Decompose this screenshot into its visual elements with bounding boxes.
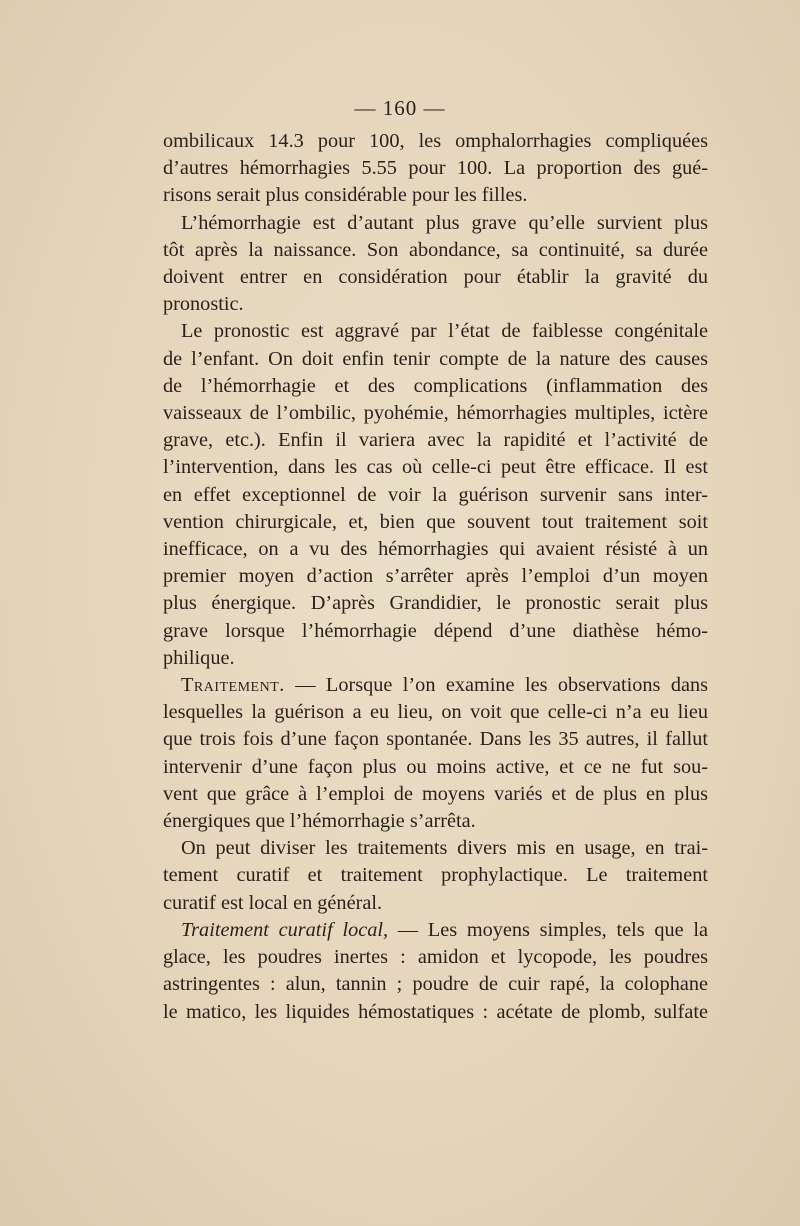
text-run: doivent entrer en considération pour établir la gravité du: [163, 266, 708, 289]
text-line: [163, 454, 708, 481]
text-run: en effet exceptionnel de voir la guérison survenir sans inter-: [163, 483, 708, 506]
subsection-heading: Traitement curatif local,: [181, 918, 389, 941]
text-line: [163, 726, 708, 753]
text-line: [163, 155, 708, 182]
text-line: [163, 346, 708, 373]
text-run: glace, les poudres inertes : amidon et lycopode, les poudres: [163, 946, 708, 969]
text-run: que trois fois d’une façon spontanée. Dans les 35 autres, il fallut: [163, 728, 708, 751]
text-line: [163, 182, 708, 209]
text-run: pronostic.: [163, 293, 244, 316]
text-run: le matico, les liquides hémostatiques : acétate de plomb, sulfate: [163, 1000, 708, 1023]
text-run: tôt après la naissance. Son abondance, sa continuité, sa durée: [163, 238, 708, 261]
text-run: l’intervention, dans les cas où celle-ci peut être efficace. Il est: [163, 456, 708, 479]
text-line: [163, 645, 708, 672]
text-line: [163, 971, 708, 998]
text-run: de l’hémorrhagie et des complications (inflammation des: [163, 374, 708, 397]
text-line: [163, 862, 708, 889]
text-line: [163, 754, 708, 781]
page-number: — 160 —: [354, 96, 446, 120]
text-line: [163, 835, 708, 862]
text-run: plus énergique. D’après Grandidier, le pronostic serait plus: [163, 592, 708, 615]
text-run: énergiques que l’hémorrhagie s’arrêta.: [163, 810, 476, 833]
text-line: [163, 427, 708, 454]
text-run: curatif est local en général.: [163, 891, 383, 914]
section-heading: Traitement.: [181, 674, 285, 697]
text-run: philique.: [163, 646, 235, 669]
text-line: [163, 618, 708, 645]
text-run: grave, etc.). Enfin il variera avec la rapidité et l’activité de: [163, 429, 708, 452]
text-run: de l’enfant. On doit enfin tenir compte de la nature des causes: [163, 347, 708, 370]
text-line: [163, 482, 708, 509]
text-line: [163, 781, 708, 808]
text-run: intervenir d’une façon plus ou moins active, et ce ne fut sou-: [163, 755, 708, 778]
text-run: inefficace, on a vu des hémorrhagies qui avaient résisté à un: [163, 538, 708, 561]
text-line: [163, 999, 708, 1026]
text-run: vaisseaux de l’ombilic, pyohémie, hémorrhagies multiples, ictère: [163, 402, 708, 425]
text-line: [163, 237, 708, 264]
text-run: risons serait plus considérable pour les filles.: [163, 184, 528, 207]
text-line: [163, 890, 708, 917]
text-line: [163, 944, 708, 971]
text-run: astringentes : alun, tannin ; poudre de cuir rapé, la colophane: [163, 973, 708, 996]
text-line: [163, 563, 708, 590]
text-run: Le pronostic est aggravé par l’état de faiblesse congénitale: [181, 320, 708, 343]
text-line: [163, 672, 708, 699]
text-line: [163, 699, 708, 726]
text-run: lesquelles la guérison a eu lieu, on voit que celle-ci n’a eu lieu: [163, 701, 708, 724]
text-run: — Les moyens simples, tels que la: [388, 918, 708, 941]
text-run: vent que grâce à l’emploi de moyens variés et de plus en plus: [163, 782, 708, 805]
text-line: [163, 318, 708, 345]
text-run: vention chirurgicale, et, bien que souvent tout traitement soit: [163, 510, 708, 533]
text-line: [163, 808, 708, 835]
text-run: tement curatif et traitement prophylactique. Le traitement: [163, 864, 708, 887]
text-line: [163, 291, 708, 318]
text-run: grave lorsque l’hémorrhagie dépend d’une diathèse hémo-: [163, 619, 708, 642]
text-run: d’autres hémorrhagies 5.55 pour 100. La proportion des gué-: [163, 157, 708, 180]
text-run: On peut diviser les traitements divers mis en usage, en trai-: [181, 837, 708, 860]
text-line: [163, 210, 708, 237]
text-line: [163, 373, 708, 400]
text-run: — Lorsque l’on examine les observations dans: [284, 674, 708, 697]
text-line: [163, 590, 708, 617]
body-text: [163, 128, 708, 1026]
text-run: premier moyen d’action s’arrêter après l’emploi d’un moyen: [163, 565, 708, 588]
text-run: L’hémorrhagie est d’autant plus grave qu’elle survient plus: [181, 211, 708, 234]
text-line: [163, 917, 708, 944]
text-line: [163, 128, 708, 155]
text-line: [163, 400, 708, 427]
text-line: [163, 264, 708, 291]
text-line: [163, 509, 708, 536]
text-run: ombilicaux 14.3 pour 100, les omphalorrhagies compliquées: [163, 130, 708, 152]
text-line: [163, 536, 708, 563]
